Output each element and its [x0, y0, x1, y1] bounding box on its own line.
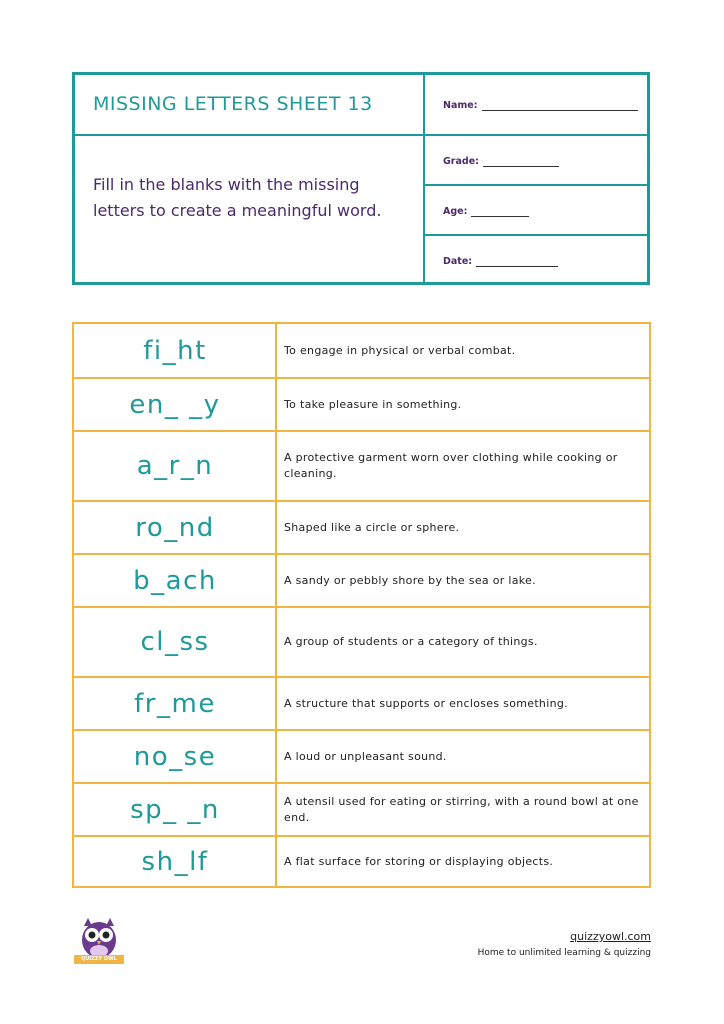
- date-label: Date:: [443, 256, 473, 267]
- word-definition: To engage in physical or verbal combat.: [284, 343, 516, 357]
- table-row: [74, 606, 649, 676]
- missing-letter-word: sp_ _n: [130, 794, 220, 825]
- table-row: [74, 676, 649, 729]
- field-divider-3: [423, 234, 650, 236]
- word-definition: To take pleasure in something.: [284, 397, 462, 411]
- table-row: [74, 729, 649, 782]
- grade-label: Grade:: [443, 156, 479, 167]
- date-field[interactable]: [443, 256, 558, 267]
- word-definition: A sandy or pebbly shore by the sea or lake.: [284, 573, 536, 587]
- missing-letter-word: b_ach: [133, 565, 217, 596]
- age-blank-line[interactable]: [471, 207, 529, 217]
- table-row: [74, 430, 649, 500]
- missing-letter-word: fr_me: [134, 688, 216, 719]
- table-row: [74, 377, 649, 430]
- table-row: [74, 782, 649, 835]
- word-definition: Shaped like a circle or sphere.: [284, 520, 460, 534]
- name-blank-line[interactable]: [482, 101, 638, 111]
- site-tagline: Home to unlimited learning & quizzing: [477, 948, 651, 958]
- table-row: [74, 553, 649, 606]
- missing-letter-word: sh_lf: [141, 846, 209, 877]
- missing-letter-word: a_r_n: [136, 451, 214, 481]
- name-label: Name:: [443, 100, 478, 111]
- header-divider: [423, 75, 425, 282]
- page-title: MISSING LETTERS SHEET 13: [93, 93, 373, 115]
- word-definition: A loud or unpleasant sound.: [284, 749, 447, 763]
- date-blank-line[interactable]: [476, 257, 558, 267]
- word-definition: A structure that supports or encloses something.: [284, 696, 568, 710]
- missing-letter-word: cl_ss: [140, 627, 210, 657]
- logo-wordmark: QUIZZY OWL: [74, 955, 124, 964]
- grade-blank-line[interactable]: [483, 157, 559, 167]
- word-definition: A flat surface for storing or displaying objects.: [284, 854, 554, 868]
- worksheet-header: [72, 72, 650, 285]
- age-label: Age:: [443, 206, 468, 217]
- missing-letter-word: en_ _y: [129, 389, 221, 420]
- field-divider-1: [423, 134, 650, 136]
- instructions-text: Fill in the blanks with the missing letters to create a meaningful word.: [93, 175, 382, 220]
- table-row: [74, 500, 649, 553]
- grade-field[interactable]: [443, 156, 559, 167]
- site-link[interactable]: quizzyowl.com: [570, 930, 651, 943]
- word-definition: A protective garment worn over clothing while cooking or cleaning.: [284, 451, 618, 480]
- header-title-divider: [75, 134, 423, 136]
- missing-letter-word: ro_nd: [135, 512, 215, 543]
- missing-letter-word: no_se: [133, 741, 217, 772]
- name-field[interactable]: [443, 100, 638, 111]
- table-row: [74, 835, 649, 886]
- age-field[interactable]: [443, 206, 529, 217]
- missing-letter-word: fi_ht: [143, 335, 207, 366]
- word-table: [72, 322, 651, 888]
- field-divider-2: [423, 184, 650, 186]
- word-definition: A group of students or a category of things.: [284, 635, 538, 648]
- word-definition: A utensil used for eating or stirring, with a round bowl at one end.: [284, 794, 639, 824]
- table-row: [74, 324, 649, 377]
